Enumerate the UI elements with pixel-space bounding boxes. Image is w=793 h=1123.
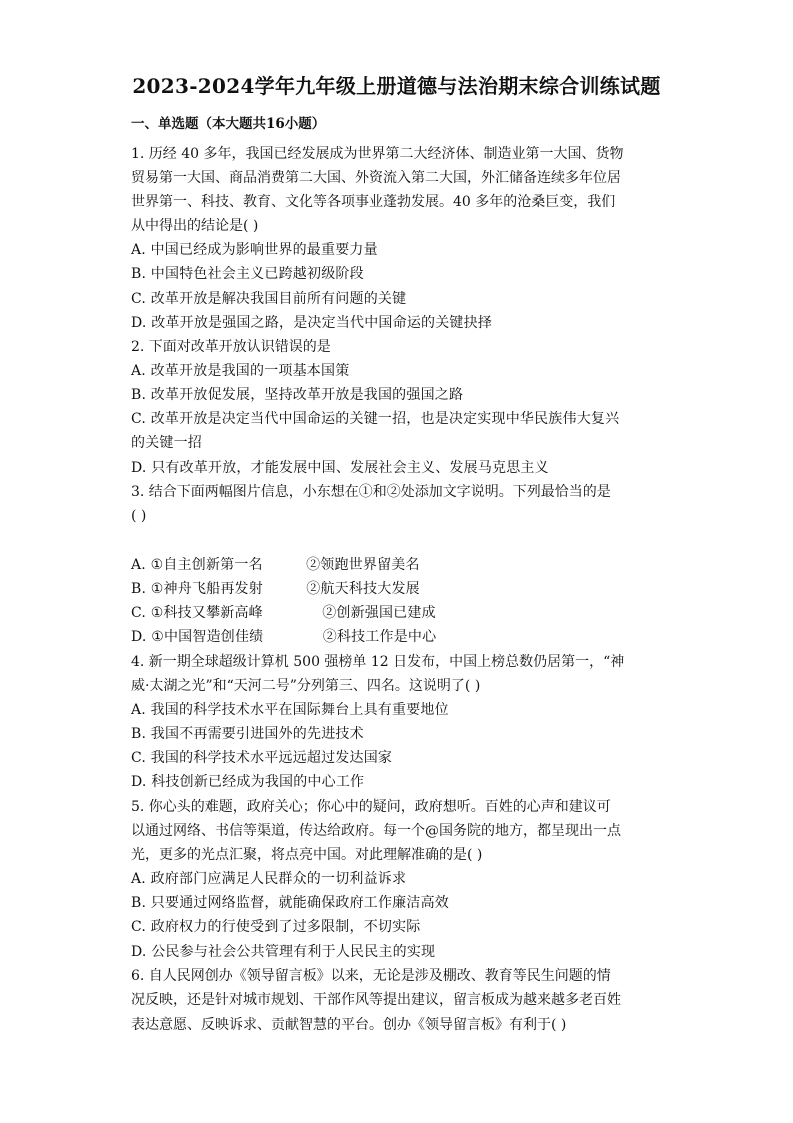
question-6-line-1: 6. 自人民网创办《领导留言板》以来，无论是涉及棚改、教育等民生问题的情 [131,968,611,984]
question-4-line-1: 4. 新一期全球超级计算机 500 强榜单 12 日发布，中国上榜总数仍居第一，“神 [131,654,625,670]
question-1-option-c: C. 改革开放是解决我国目前所有问题的关键 [131,291,407,307]
question-1-line-2: 贸易第一大国、商品消费第二大国、外资流入第二大国，外汇储备连续多年位居 [131,170,621,186]
question-3-line-1: 3. 结合下面两幅图片信息，小东想在①和②处添加文字说明。下列最恰当的是 [131,484,611,500]
question-2-option-a: A. 改革开放是我国的一项基本国策 [131,363,350,379]
section-heading: 一、单选题（本大题共16小题） [131,116,326,132]
question-5-option-b: B. 只要通过网络监督，就能确保政府工作廉洁高效 [131,895,449,911]
question-3-option-b [131,578,420,600]
question-2-option-c-line-2: 的关键一招 [131,435,202,451]
question-1-line-1: 1. 历经 40 多年，我国已经发展成为世界第二大经济体、制造业第一大国、货物 [131,146,624,162]
page-title: 2023-2024学年九年级上册道德与法治期末综合训练试题 [132,74,661,98]
question-5-option-d: D. 公民参与社会公共管理有利于人民民主的实现 [131,944,436,960]
option-a-part-1: A. ①自主创新第一名 [131,557,263,573]
question-1-option-a: A. 中国已经成为影响世界的最重要力量 [131,242,378,258]
question-5-option-c: C. 政府权力的行使受到了过多限制，不切实际 [131,919,421,935]
question-3-option-a [131,554,420,576]
question-5-line-1: 5. 你心头的难题，政府关心；你心中的疑问，政府想听。百姓的心声和建议可 [131,799,611,815]
question-5-line-2: 以通过网络、书信等渠道，传达给政府。每一个@国务院的地方，都呈现出一点 [131,823,621,839]
question-4-option-b: B. 我国不再需要引进国外的先进技术 [131,726,364,742]
question-3-line-2: ( ) [131,508,147,524]
question-2-option-b: B. 改革开放促发展，坚持改革开放是我国的强国之路 [131,387,464,403]
question-5-option-a: A. 政府部门应满足人民群众的一切利益诉求 [131,871,407,887]
option-a-part-2: ②领跑世界留美名 [306,557,420,573]
question-1-option-b: B. 中国特色社会主义已跨越初级阶段 [131,266,364,282]
question-5-line-3: 光，更多的光点汇聚，将点亮中国。对此理解准确的是( ) [131,847,483,863]
question-4-option-d: D. 科技创新已经成为我国的中心工作 [131,774,365,790]
option-b-part-2: ②航天科技大发展 [306,581,420,597]
question-2-option-d: D. 只有改革开放，才能发展中国、发展社会主义、发展马克思主义 [131,460,549,476]
question-1-option-d: D. 改革开放是强国之路，是决定当代中国命运的关键抉择 [131,315,493,331]
question-6-line-2: 况反映，还是针对城市规划、干部作风等提出建议，留言板成为越来越多老百姓 [131,992,621,1008]
question-1-line-4: 从中得出的结论是( ) [131,218,259,234]
option-c-part-1: C. ①科技又攀新高峰 [131,605,263,621]
question-6-line-3: 表达意愿、反映诉求、贡献智慧的平台。创办《领导留言板》有利于( ) [131,1017,567,1033]
question-3-option-d [131,626,436,648]
option-c-part-2: ②创新强国已建成 [322,605,436,621]
question-2-stem: 2. 下面对改革开放认识错误的是 [131,339,331,355]
question-4-option-a: A. 我国的科学技术水平在国际舞台上具有重要地位 [131,702,449,718]
question-2-option-c-line-1: C. 改革开放是决定当代中国命运的关键一招，也是决定实现中华民族伟大复兴 [131,411,620,427]
question-4-line-2: 威·太湖之光”和“天河二号”分列第三、四名。这说明了( ) [131,678,481,694]
question-1-line-3: 世界第一、科技、教育、文化等各项事业蓬勃发展。40 多年的沧桑巨变，我们 [131,194,616,210]
option-b-part-1: B. ①神舟飞船再发射 [131,581,263,597]
question-3-option-c [131,602,436,624]
option-d-part-1: D. ①中国智造创佳绩 [131,629,264,645]
option-d-part-2: ②科技工作是中心 [322,629,437,645]
question-4-option-c: C. 我国的科学技术水平远远超过发达国家 [131,750,393,766]
